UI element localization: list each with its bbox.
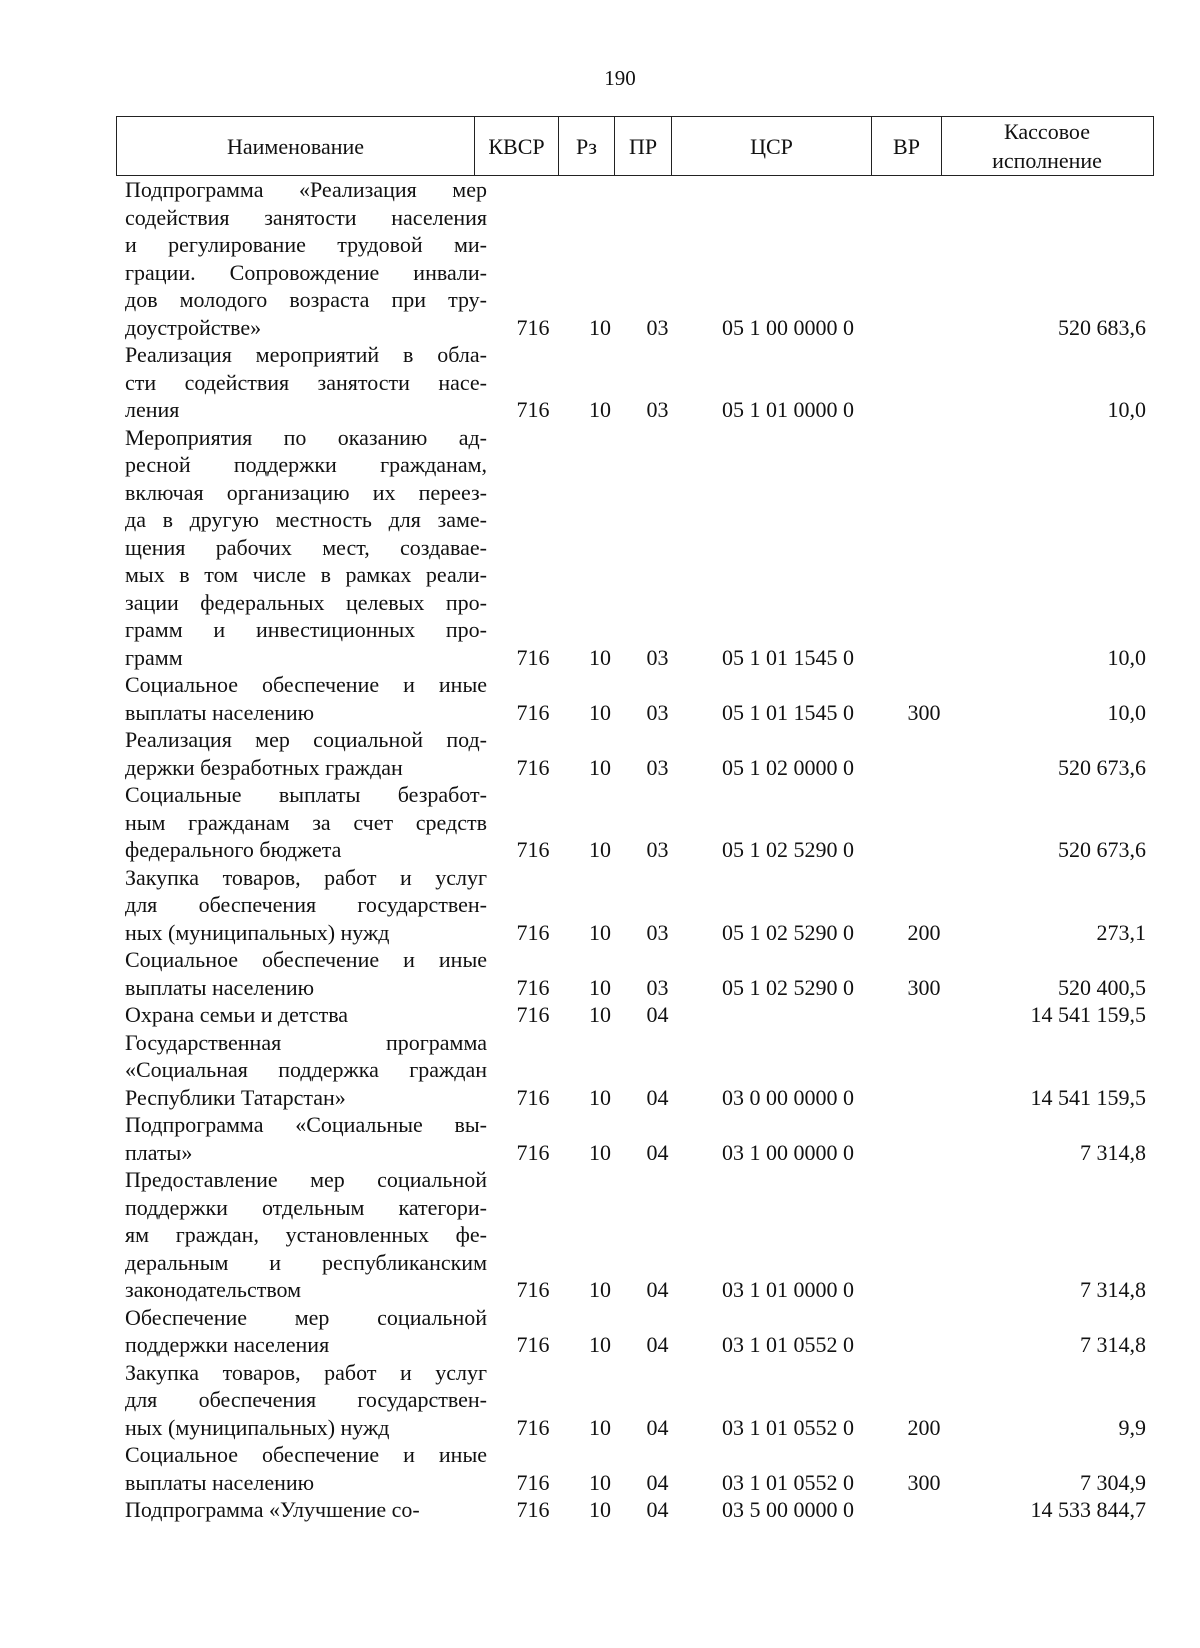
row-kvsr: 716	[516, 314, 550, 340]
row-kvsr: 716	[516, 1139, 550, 1165]
row-codes	[116, 836, 1156, 864]
row-rz: 10	[589, 314, 611, 340]
row-name-line: включая организацию их переез-	[125, 479, 487, 505]
row-cash-execution: 10,0	[1107, 644, 1146, 670]
row-name-line: деральным и республиканским	[125, 1249, 487, 1275]
row-csr: 05 1 01 1545 0	[722, 644, 854, 670]
row-pr: 04	[646, 1277, 669, 1302]
row-pr: 04	[646, 1084, 669, 1110]
row-name-line: выплаты населению	[125, 699, 315, 725]
row-vr: 200	[907, 919, 941, 945]
row-rz: 10	[589, 1277, 611, 1302]
row-pr: 03	[646, 837, 669, 862]
row-kvsr: 716	[516, 754, 550, 780]
table-row	[116, 864, 1156, 947]
row-name-line: да в другую местность для заме-	[125, 507, 487, 532]
row-kvsr: 716	[516, 837, 550, 862]
table-row	[116, 341, 1156, 424]
row-pr: 03	[646, 397, 669, 422]
row-name-line: законодательством	[125, 1277, 302, 1302]
row-vr: 300	[907, 1469, 941, 1495]
row-name-line: ресной поддержки гражданам,	[125, 452, 487, 477]
row-name-line: Предоставление мер социальной	[125, 1167, 487, 1192]
row-cash-execution: 520 400,5	[1058, 974, 1146, 1000]
row-rz: 10	[589, 974, 611, 1000]
row-codes	[116, 754, 1156, 782]
row-codes	[116, 1276, 1156, 1304]
row-codes	[116, 1139, 1156, 1167]
row-pr: 03	[646, 754, 669, 780]
row-name-line: Государственная программа	[125, 1029, 487, 1055]
row-rz: 10	[589, 1414, 611, 1440]
row-codes	[116, 1414, 1156, 1442]
row-kvsr: 716	[516, 1084, 550, 1110]
row-name-line: поддержки населения	[125, 1332, 330, 1357]
row-codes	[116, 699, 1156, 727]
row-pr: 04	[646, 1414, 669, 1440]
row-cash-execution: 7 314,8	[1080, 1332, 1146, 1357]
row-name-line: дов молодого возраста при тру-	[125, 287, 487, 312]
row-codes	[116, 1001, 1156, 1029]
header-cash-execution	[942, 117, 1152, 175]
row-rz: 10	[589, 1332, 611, 1357]
row-rz: 10	[589, 837, 611, 862]
row-name-line: федерального бюджета	[125, 837, 342, 862]
row-codes	[116, 314, 1156, 342]
row-csr: 05 1 02 0000 0	[722, 754, 854, 780]
row-name-line: Социальное обеспечение и иные	[125, 672, 487, 697]
row-kvsr: 716	[516, 397, 550, 422]
row-codes	[116, 396, 1156, 424]
row-name-line: Подпрограмма «Реализация мер	[125, 177, 487, 202]
row-kvsr: 716	[516, 1414, 550, 1440]
row-cash-execution: 14 533 844,7	[1030, 1497, 1146, 1522]
table-row	[116, 1441, 1156, 1496]
row-kvsr: 716	[516, 1277, 550, 1302]
row-name-line: платы»	[125, 1139, 193, 1165]
row-csr: 03 0 00 0000 0	[722, 1084, 854, 1110]
row-pr: 03	[646, 314, 669, 340]
row-name-line: ных (муниципальных) нужд	[125, 919, 390, 945]
row-kvsr: 716	[516, 1002, 550, 1027]
table-row	[116, 1111, 1156, 1166]
row-cash-execution: 520 673,6	[1058, 754, 1146, 780]
row-csr: 03 1 01 0552 0	[722, 1332, 854, 1357]
row-csr: 03 1 01 0552 0	[722, 1414, 854, 1440]
row-name-line: Реализация мероприятий в обла-	[125, 342, 487, 367]
row-cash-execution: 273,1	[1096, 919, 1146, 945]
header-name: Наименование	[117, 117, 475, 175]
row-pr: 04	[646, 1002, 669, 1027]
row-csr: 05 1 02 5290 0	[722, 974, 854, 1000]
row-kvsr: 716	[516, 699, 550, 725]
header-cash-execution-line2: исполнение	[992, 148, 1102, 173]
row-csr: 03 1 01 0000 0	[722, 1277, 854, 1302]
row-pr: 04	[646, 1139, 669, 1165]
row-rz: 10	[589, 919, 611, 945]
row-cash-execution: 7 314,8	[1080, 1139, 1146, 1165]
row-rz: 10	[589, 699, 611, 725]
row-rz: 10	[589, 1469, 611, 1495]
row-cash-execution: 9,9	[1118, 1414, 1146, 1440]
row-csr: 03 1 00 0000 0	[722, 1139, 854, 1165]
row-name-line: Охрана семьи и детства	[125, 1002, 349, 1027]
row-cash-execution: 7 304,9	[1080, 1469, 1146, 1495]
row-kvsr: 716	[516, 1497, 550, 1522]
row-codes	[116, 1469, 1156, 1497]
row-name-line: выплаты населению	[125, 974, 315, 1000]
row-name-line: Подпрограмма «Социальные вы-	[125, 1112, 487, 1137]
row-csr: 03 5 00 0000 0	[722, 1497, 854, 1522]
row-cash-execution: 520 673,6	[1058, 837, 1146, 862]
row-name-line: Подпрограмма «Улучшение со-	[125, 1497, 420, 1522]
row-rz: 10	[589, 397, 611, 422]
row-kvsr: 716	[516, 974, 550, 1000]
row-name-line: ям граждан, установленных фе-	[125, 1222, 487, 1247]
row-rz: 10	[589, 1002, 611, 1027]
row-name-line: Обеспечение мер социальной	[125, 1304, 487, 1330]
row-rz: 10	[589, 754, 611, 780]
row-csr: 05 1 02 5290 0	[722, 837, 854, 862]
table-row	[116, 1029, 1156, 1112]
row-name-line: Реализация мер социальной под-	[125, 727, 487, 752]
row-name-line: держки безработных граждан	[125, 754, 403, 780]
row-name-line: для обеспечения государствен-	[125, 1387, 487, 1412]
table-row	[116, 946, 1156, 1001]
row-rz: 10	[589, 1497, 611, 1522]
row-cash-execution: 10,0	[1107, 699, 1146, 725]
row-cash-execution: 14 541 159,5	[1030, 1084, 1146, 1110]
row-kvsr: 716	[516, 919, 550, 945]
row-cash-execution: 10,0	[1107, 397, 1146, 422]
row-name-line: «Социальная поддержка граждан	[125, 1057, 487, 1082]
row-name-line: мых в том числе в рамках реали-	[125, 562, 487, 587]
row-codes	[116, 919, 1156, 947]
row-pr: 03	[646, 919, 669, 945]
header-kvsr: КВСР	[475, 117, 559, 175]
header-vr: ВР	[872, 117, 942, 175]
row-rz: 10	[589, 1084, 611, 1110]
row-name-line: для обеспечения государствен-	[125, 892, 487, 917]
row-csr: 05 1 02 5290 0	[722, 919, 854, 945]
row-kvsr: 716	[516, 1332, 550, 1357]
row-codes	[116, 1331, 1156, 1359]
row-vr: 200	[907, 1414, 941, 1440]
header-rz: Рз	[559, 117, 615, 175]
row-cash-execution: 7 314,8	[1080, 1277, 1146, 1302]
row-kvsr: 716	[516, 644, 550, 670]
header-pr: ПР	[615, 117, 672, 175]
header-cash-execution-line1: Кассовое	[1004, 119, 1090, 144]
table-row	[116, 1359, 1156, 1442]
row-name-line: щения рабочих мест, создавае-	[125, 534, 487, 560]
row-csr: 05 1 01 1545 0	[722, 699, 854, 725]
row-cash-execution: 520 683,6	[1058, 314, 1146, 340]
row-name-line: ления	[125, 397, 180, 422]
table-row	[116, 671, 1156, 726]
table-row	[116, 781, 1156, 864]
table-row	[116, 1496, 1156, 1524]
header-csr: ЦСР	[672, 117, 872, 175]
row-name-line: доустройстве»	[125, 314, 262, 340]
row-csr: 03 1 01 0552 0	[722, 1469, 854, 1495]
row-pr: 04	[646, 1497, 669, 1522]
table-row	[116, 176, 1156, 341]
row-name-line: Закупка товаров, работ и услуг	[125, 1359, 487, 1385]
row-kvsr: 716	[516, 1469, 550, 1495]
row-pr: 03	[646, 644, 669, 670]
row-name-line: Социальные выплаты безработ-	[125, 782, 487, 807]
row-pr: 03	[646, 974, 669, 1000]
row-csr: 05 1 00 0000 0	[722, 314, 854, 340]
table-header	[116, 116, 1154, 176]
row-name-line: зации федеральных целевых про-	[125, 589, 487, 615]
row-pr: 04	[646, 1469, 669, 1495]
row-codes	[116, 644, 1156, 672]
table-row	[116, 1166, 1156, 1304]
row-name-line: Мероприятия по оказанию ад-	[125, 424, 487, 450]
page-number: 190	[604, 66, 636, 90]
row-csr: 05 1 01 0000 0	[722, 397, 854, 422]
row-rz: 10	[589, 644, 611, 670]
row-name-line: выплаты населению	[125, 1469, 315, 1495]
row-name-line: и регулирование трудовой ми-	[125, 232, 487, 257]
table-row	[116, 1304, 1156, 1359]
row-name-line: ных (муниципальных) нужд	[125, 1414, 390, 1440]
table-row	[116, 424, 1156, 672]
row-pr: 03	[646, 699, 669, 725]
row-vr: 300	[907, 699, 941, 725]
row-pr: 04	[646, 1332, 669, 1357]
row-codes	[116, 1084, 1156, 1112]
row-name-line: грамм	[125, 644, 183, 670]
row-name-line: Закупка товаров, работ и услуг	[125, 864, 487, 890]
row-rz: 10	[589, 1139, 611, 1165]
row-name-line: Социальное обеспечение и иные	[125, 1442, 487, 1467]
row-codes	[116, 974, 1156, 1002]
row-vr: 300	[907, 974, 941, 1000]
row-name-line: содействия занятости населения	[125, 204, 487, 230]
row-name-line: Социальное обеспечение и иные	[125, 947, 487, 972]
row-name-line: грации. Сопровождение инвали-	[125, 259, 487, 285]
row-name-line: Республики Татарстан»	[125, 1084, 346, 1110]
row-name	[116, 424, 487, 672]
table-row	[116, 726, 1156, 781]
row-codes	[116, 1496, 1156, 1524]
row-name-line: грамм и инвестиционных про-	[125, 617, 487, 642]
table-row	[116, 1001, 1156, 1029]
row-cash-execution: 14 541 159,5	[1030, 1002, 1146, 1027]
table-body	[116, 176, 1156, 1524]
row-name-line: сти содействия занятости насе-	[125, 369, 487, 395]
row-name-line: ным гражданам за счет средств	[125, 809, 487, 835]
row-name-line: поддержки отдельным категори-	[125, 1194, 487, 1220]
